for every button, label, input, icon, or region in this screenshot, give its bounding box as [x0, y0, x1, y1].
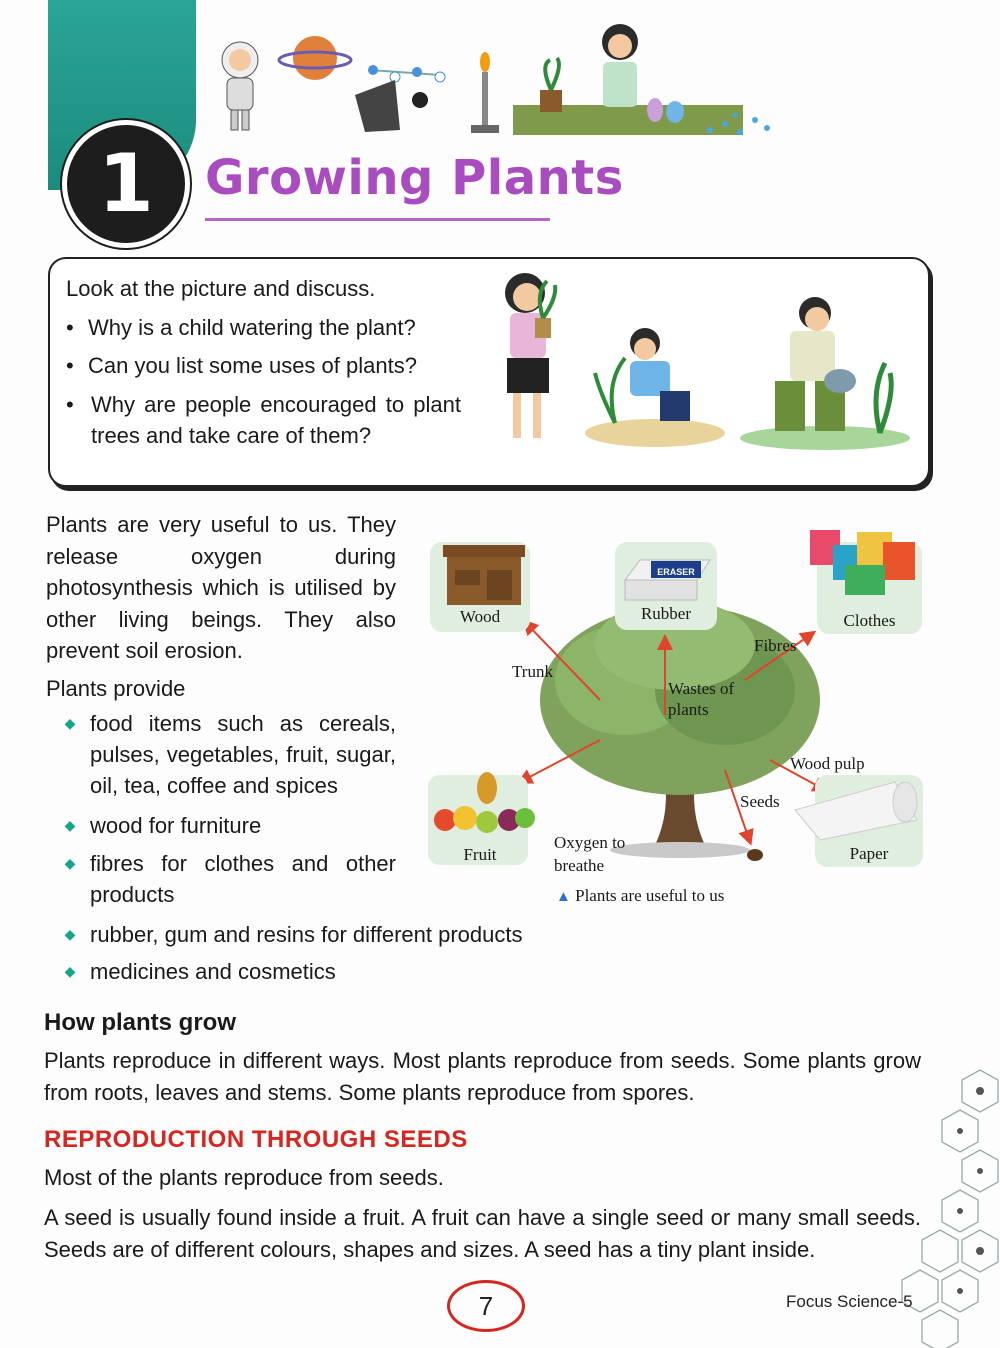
arrow-label-oxygen: Oxygen to breathe	[554, 833, 626, 875]
diamond-bullet-icon: ◆	[64, 855, 76, 871]
telescope-icon	[355, 80, 428, 132]
diamond-bullet-icon: ◆	[64, 963, 76, 979]
scientist-icon	[513, 24, 743, 135]
astronaut-icon	[222, 42, 258, 130]
discussion-question: • Why is a child watering the plant?	[66, 312, 416, 343]
list-item: ◆ medicines and cosmetics	[50, 956, 336, 987]
discussion-intro: Look at the picture and discuss.	[66, 276, 376, 301]
chapter-number: 1	[98, 137, 154, 230]
discussion-question: • Can you list some uses of plants?	[66, 350, 417, 381]
arrow-label-fibres: Fibres	[754, 636, 797, 655]
seed-icon	[747, 849, 763, 861]
girl-holding-plant-icon	[505, 273, 555, 438]
intro-paragraph: Plants are very useful to us. They release oxygen during photosynthesis which is utilised by other living beings. They also prevent soil erosion.	[46, 512, 396, 663]
page-number: 7	[447, 1280, 525, 1332]
provide-heading: Plants provide	[46, 676, 186, 701]
card-label-paper: Paper	[849, 844, 889, 863]
chapter-number-badge	[62, 120, 190, 248]
list-item: ◆ fibres for clothes and other products	[50, 848, 396, 910]
list-item: ◆ wood for furniture	[50, 810, 261, 841]
card-label-wood: Wood	[459, 607, 501, 626]
burner-icon	[471, 52, 499, 133]
diamond-bullet-icon: ◆	[64, 817, 76, 833]
card-label-rubber: Rubber	[640, 604, 692, 623]
bullet-icon: •	[66, 392, 74, 417]
arrow-label-seeds: Seeds	[740, 792, 780, 811]
arrow-label-wastes: Wastes of plants	[668, 679, 735, 719]
caption-triangle-icon: ▲	[556, 889, 571, 905]
eraser-icon	[625, 560, 710, 600]
bullet-icon: •	[66, 353, 74, 378]
section-grow-text: Plants reproduce in different ways. Most plants reproduce from seeds. Some plants grow from roots, leaves and stems. Some plants reproduce from spores.	[44, 1048, 921, 1105]
molecule-icon	[368, 65, 445, 82]
header-illustrations	[195, 20, 785, 155]
diagram-caption: ▲ Plants are useful to us	[556, 886, 725, 905]
card-label-clothes: Clothes	[843, 611, 896, 630]
arrow-label-wood-pulp: Wood pulp	[790, 754, 865, 773]
arrow-label-trunk: Trunk	[512, 662, 553, 681]
chapter-title: Growing Plants	[205, 150, 624, 206]
seeds-paragraph-1: Most of the plants reproduce from seeds.	[44, 1165, 444, 1190]
bullet-icon: •	[66, 315, 74, 340]
boy-planting-icon	[585, 328, 725, 447]
list-item: ◆ food items such as cereals, pulses, vegetables, fruit, sugar, oil, tea, coffee and spices	[50, 708, 396, 801]
section-heading-grow: How plants grow	[44, 1009, 236, 1036]
title-underline	[205, 218, 550, 221]
children-illustration	[485, 263, 920, 458]
planet-icon	[279, 36, 351, 80]
furniture-icon	[443, 545, 525, 605]
diamond-bullet-icon: ◆	[64, 715, 76, 731]
seeds-paragraph-2: A seed is usually found inside a fruit. A fruit can have a single seed or many small seeds. Seeds are of different colours, shapes and sizes. A seed has a tiny plant inside.	[44, 1205, 921, 1262]
book-title: Focus Science-5	[786, 1292, 913, 1311]
man-watering-icon	[740, 297, 910, 450]
diamond-bullet-icon: ◆	[64, 926, 76, 942]
eraser-text: ERASER	[657, 567, 695, 577]
card-label-fruit: Fruit	[463, 845, 497, 864]
discussion-question: • Why are people encouraged to plant trees and take care of them?	[66, 389, 461, 451]
section-heading-seeds: REPRODUCTION THROUGH SEEDS	[44, 1126, 468, 1153]
list-item: ◆ rubber, gum and resins for different products	[50, 919, 523, 950]
